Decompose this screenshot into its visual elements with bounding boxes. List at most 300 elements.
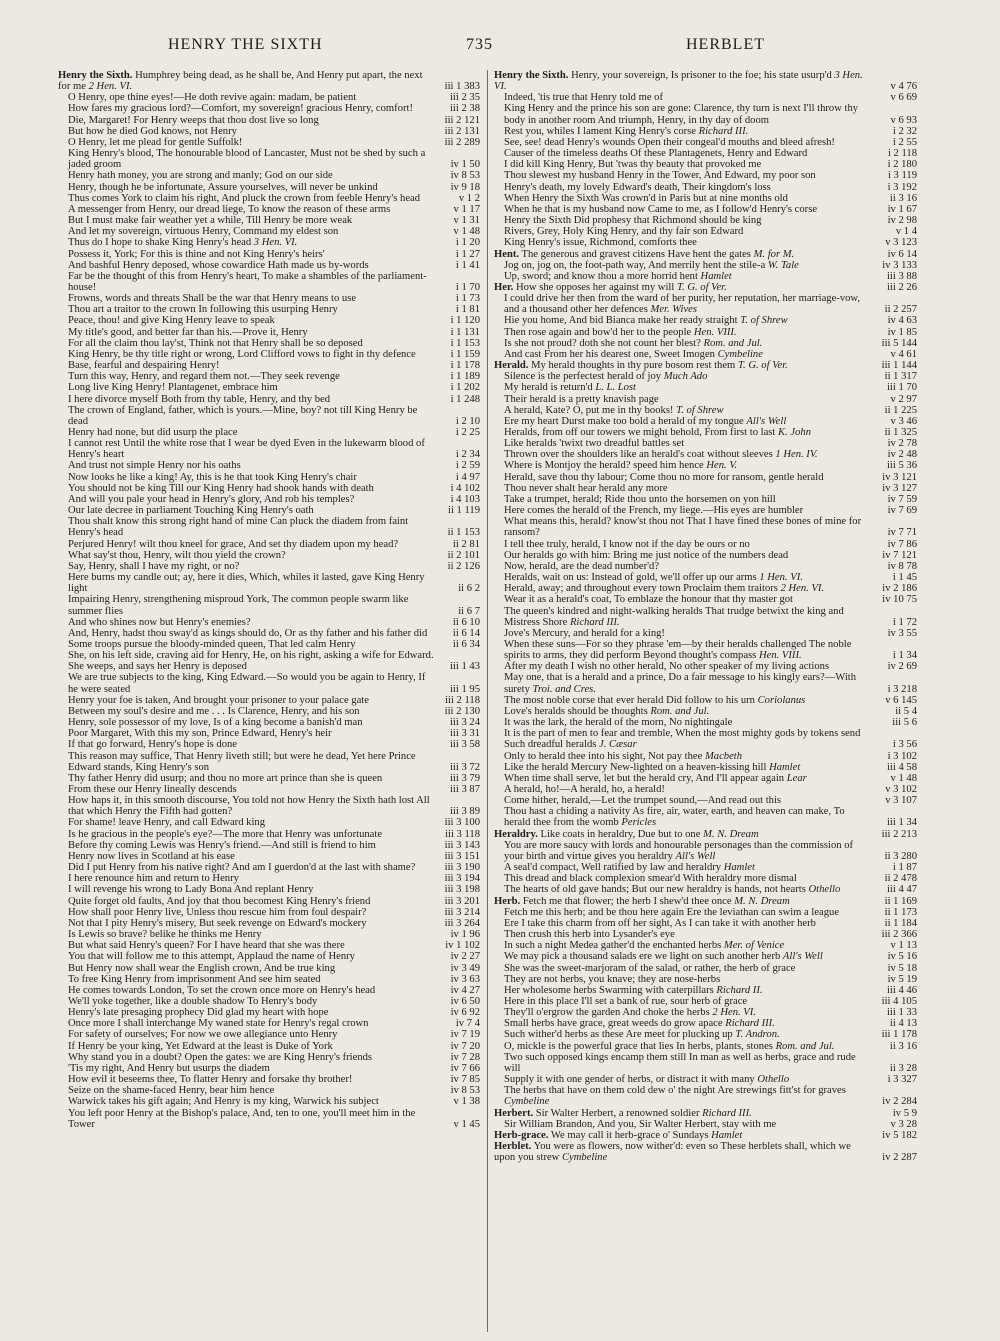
quotation-text: When time shall serve, let but the herald cry, And I'll appear again (504, 772, 785, 784)
concordance-entry (494, 784, 917, 795)
play-abbreviation: Hamlet (723, 862, 755, 874)
act-scene-line-reference: iii 3 118 (445, 828, 480, 840)
concordance-entry (58, 327, 480, 338)
act-scene-line-reference: iii 4 105 (881, 995, 917, 1007)
quotation-text: Henry, sole possessor of my love, Is of a king become a banish'd man (68, 717, 363, 729)
concordance-entry (58, 249, 480, 260)
quotation-text: Small herbs have grace, great weeds do grow apace (504, 1018, 723, 1030)
act-scene-line-reference: ii 1 119 (448, 505, 480, 517)
quotation-text: Thou slewest my husband Henry in the Tower, And Edward, my poor son (504, 170, 816, 182)
quotation-text: Henry your foe is taken, And brought your prisoner to your palace gate (68, 694, 369, 706)
act-scene-line-reference: iii 3 198 (444, 884, 480, 896)
quotation-text: Two such opposed kings encamp them still In man as well as herbs, grace and rude will (504, 1051, 856, 1074)
concordance-entry (494, 773, 917, 784)
act-scene-line-reference: iv 5 18 (887, 962, 917, 974)
concordance-entry (58, 896, 480, 907)
quotation-text: And bashful Henry deposed, whose cowardice Hath made us by-words (68, 259, 369, 271)
play-abbreviation: Cymbeline (717, 348, 763, 360)
concordance-entry (58, 706, 480, 717)
act-scene-line-reference: ii 2 101 (447, 549, 480, 561)
quotation-text: Not that I pity Henry's misery, But seek revenge on Edward's mockery (68, 917, 367, 929)
quotation-text: Come hither, herald,—Let the trumpet sound,—And read out this (504, 795, 782, 807)
concordance-entry (58, 728, 480, 739)
act-scene-line-reference: i 1 248 (450, 393, 480, 405)
concordance-entry (58, 639, 480, 650)
quotation-text: How she opposes her against my will (515, 281, 675, 293)
act-scene-line-reference: i 1 41 (455, 259, 480, 271)
quotation-text: Possess it, York; For this is thine and not King Henry's heirs' (68, 248, 325, 260)
concordance-entry (494, 717, 917, 728)
act-scene-line-reference: iv 1 50 (450, 159, 480, 171)
concordance-entry (58, 773, 480, 784)
act-scene-line-reference: iv 7 69 (887, 505, 917, 517)
act-scene-line-reference: iv 7 66 (450, 1062, 480, 1074)
headword: Henry the Sixth. (58, 70, 133, 81)
concordance-entry (58, 315, 480, 326)
act-scene-line-reference: i 1 153 (450, 337, 480, 349)
concordance-entry (494, 561, 917, 572)
concordance-entry (494, 672, 917, 694)
quotation-text: 'Tis my right, And Henry but usurps the diadem (68, 1062, 270, 1074)
play-abbreviation: Much Ado (663, 371, 708, 383)
headword: Hent. (494, 248, 520, 260)
act-scene-line-reference: iv 3 133 (882, 259, 917, 271)
headword: Heraldry. (494, 828, 538, 840)
play-abbreviation: T. of Shrew (740, 315, 788, 327)
quotation-text: Turn this way, Henry, and regard them not.—They seek revenge (68, 371, 340, 383)
concordance-entry (58, 561, 480, 572)
quotation-text: But what said Henry's queen? For I have heard that she was there (68, 940, 345, 952)
concordance-entry (58, 695, 480, 706)
concordance-entry (494, 884, 917, 895)
concordance-entry (494, 271, 917, 282)
quotation-text: Here comes the herald of the French, my liege.—His eyes are humbler (504, 505, 804, 517)
act-scene-line-reference: iv 3 63 (450, 973, 480, 985)
quotation-text: What say'st thou, Henry, wilt thou yield the crown? (68, 549, 286, 561)
quotation-text: See, see! dead Henry's wounds Open their congeal'd mouths and bleed afresh! (504, 136, 835, 148)
act-scene-line-reference: i 1 70 (455, 281, 480, 293)
play-abbreviation: 3 Hen. VI. (253, 237, 298, 249)
act-scene-line-reference: i 2 118 (887, 148, 917, 160)
concordance-entry (58, 550, 480, 561)
quotation-text: The queen's kindred and night-walking heralds That trudge betwixt the king and Mistress Shore (504, 605, 844, 628)
quotation-text: Love's heralds should be thoughts (504, 705, 648, 717)
act-scene-line-reference: iii 3 264 (444, 917, 480, 929)
play-abbreviation: 1 Hen. VI. (759, 572, 803, 584)
act-scene-line-reference: iii 1 70 (886, 382, 917, 394)
concordance-entry (494, 606, 917, 628)
act-scene-line-reference: iv 7 86 (887, 538, 917, 550)
concordance-entry (494, 1018, 917, 1029)
act-scene-line-reference: iv 5 16 (887, 951, 917, 963)
concordance-entry (494, 92, 917, 103)
quotation-text: A messenger from Henry, our dread liege, To know the reason of these arms (68, 203, 391, 215)
play-abbreviation: Coriolanus (757, 694, 806, 706)
act-scene-line-reference: iii 4 47 (886, 884, 917, 896)
act-scene-line-reference: iii 1 178 (881, 1029, 917, 1041)
concordance-entry (494, 594, 917, 605)
act-scene-line-reference: iv 2 27 (450, 951, 480, 963)
act-scene-line-reference: iii 3 201 (444, 895, 480, 907)
act-scene-line-reference: iii 2 118 (445, 694, 480, 706)
concordance-entry (494, 237, 917, 248)
concordance-entry (494, 907, 917, 918)
concordance-entry (494, 472, 917, 483)
play-abbreviation: Rom. and Jul. (775, 1040, 835, 1052)
quotation-text: Rest you, whiles I lament King Henry's corse (504, 125, 696, 137)
quotation-text: I will revenge his wrong to Lady Bona And replant Henry (68, 884, 314, 896)
act-scene-line-reference: ii 6 14 (452, 627, 480, 639)
concordance-entry (494, 315, 917, 326)
quotation-text: We may pick a thousand salads ere we light on such another herb (504, 951, 781, 963)
act-scene-line-reference: i 2 59 (455, 460, 480, 472)
headword-entry (494, 360, 917, 371)
concordance-entry (494, 137, 917, 148)
concordance-entry (58, 92, 480, 103)
play-abbreviation: M. N. Dream (734, 895, 790, 907)
quotation-text: A seal'd compact, Well ratified by law and heraldry (504, 862, 722, 874)
concordance-entry (58, 628, 480, 639)
quotation-text: For all the claim thou lay'st, Think not that Henry shall be so deposed (68, 337, 363, 349)
quotation-text: Once more I shall interchange My waned state for Henry's regal crown (68, 1018, 369, 1030)
quotation-text: Now, herald, are the dead number'd? (504, 560, 660, 572)
concordance-entry (494, 840, 917, 862)
concordance-entry (58, 940, 480, 951)
concordance-entry (494, 405, 917, 416)
play-abbreviation: M. N. Dream (703, 828, 759, 840)
concordance-entry (58, 103, 480, 114)
quotation-text: My title's good, and better far than his.—Prove it, Henry (68, 326, 308, 338)
act-scene-line-reference: iv 2 186 (882, 583, 917, 595)
act-scene-line-reference: ii 3 28 (889, 1062, 917, 1074)
quotation-text: O Henry, let me plead for gentle Suffolk! (68, 136, 243, 148)
act-scene-line-reference: v 3 102 (885, 784, 917, 795)
quotation-text: O Henry, ope thine eyes!—He doth revive again: madam, be patient (68, 92, 357, 104)
quotation-text: Thus do I hope to shake King Henry's head (68, 237, 252, 249)
concordance-entry (58, 907, 480, 918)
concordance-entry (494, 193, 917, 204)
quotation-text: Why stand you in a doubt? Open the gates: we are King Henry's friends (68, 1051, 373, 1063)
concordance-entry (494, 126, 917, 137)
quotation-text: Long live King Henry! Plantagenet, embrace him (68, 382, 278, 394)
act-scene-line-reference: v 3 107 (885, 795, 917, 807)
act-scene-line-reference: iv 7 59 (887, 493, 917, 505)
concordance-entry (58, 650, 480, 672)
act-scene-line-reference: v 1 31 (453, 215, 480, 227)
play-abbreviation: Richard II. (716, 984, 763, 996)
quotation-text: My herald is return'd (504, 382, 593, 394)
quotation-text: I cannot rest Until the white rose that I wear be dyed Even in the lukewarm blood of Henry's heart (68, 438, 425, 461)
act-scene-line-reference: iii 1 33 (886, 1007, 917, 1019)
quotation-text: Hie you home, And bid Bianca make her ready straight (504, 315, 738, 327)
act-scene-line-reference: iii 2 26 (886, 281, 917, 293)
quotation-text: For shame! leave Henry, and call Edward king (68, 817, 265, 829)
concordance-entry (494, 159, 917, 170)
column-divider (487, 70, 488, 1332)
concordance-entry (58, 349, 480, 360)
concordance-entry (58, 929, 480, 940)
act-scene-line-reference: iii 5 36 (886, 460, 917, 472)
quotation-text: How evil it beseems thee, To flatter Henry and forsake thy brother! (68, 1074, 353, 1086)
act-scene-line-reference: iii 3 31 (449, 728, 480, 740)
headword: Herb-grace. (494, 1129, 549, 1141)
quotation-text: But I must make fair weather yet a while, Till Henry be more weak (68, 215, 353, 227)
quotation-text: Quite forget old faults, And joy that thou becomest King Henry's friend (68, 895, 371, 907)
quotation-text: Is he gracious in the people's eye?—The more that Henry was unfortunate (68, 828, 383, 840)
concordance-entry (58, 672, 480, 694)
quotation-text: Impairing Henry, strengthening misproud York, The common people swarm like summer flies (68, 594, 409, 617)
concordance-entry (58, 840, 480, 851)
concordance-entry (494, 505, 917, 516)
concordance-entry (58, 1108, 480, 1130)
concordance-entry (494, 628, 917, 639)
play-abbreviation: W. Tale (767, 259, 799, 271)
headword-entry (494, 896, 917, 907)
quotation-text: I tell thee truly, herald, I know not if the day be ours or no (504, 538, 750, 550)
play-abbreviation: Mer. of Venice (723, 940, 785, 952)
act-scene-line-reference: i 1 34 (892, 650, 917, 662)
act-scene-line-reference: iv 8 53 (450, 170, 480, 182)
quotation-text: A herald, ho!—A herald, ho, a herald! (504, 784, 665, 795)
play-abbreviation: J. Cæsar (599, 739, 637, 751)
quotation-text: If Henry be your king, Yet Edward at the least is Duke of York (68, 1040, 333, 1052)
headword: Herald. (494, 360, 529, 372)
act-scene-line-reference: i 4 102 (450, 482, 480, 494)
concordance-entry (494, 974, 917, 985)
concordance-entry (494, 873, 917, 884)
headword-entry (494, 1130, 917, 1141)
act-scene-line-reference: iii 2 38 (449, 103, 480, 115)
act-scene-line-reference: iii 1 95 (449, 683, 480, 695)
act-scene-line-reference: i 4 103 (450, 493, 480, 505)
concordance-entry (58, 260, 480, 271)
concordance-entry (494, 940, 917, 951)
act-scene-line-reference: iii 3 58 (449, 739, 480, 751)
act-scene-line-reference: i 1 73 (455, 293, 480, 305)
play-abbreviation: T. Andron. (735, 1029, 780, 1041)
concordance-entry (494, 806, 917, 828)
quotation-text: We may call it herb-grace o' Sundays (550, 1129, 709, 1141)
quotation-text: Indeed, 'tis true that Henry told me of (504, 92, 664, 104)
quotation-text: Peace, thou! and give King Henry leave to speak (68, 315, 275, 327)
concordance-entry (58, 394, 480, 405)
act-scene-line-reference: iii 5 6 (892, 717, 917, 729)
quotation-text: King Henry's blood, The honourable blood of Lancaster, Must not be shed by such a jaded groom (68, 148, 426, 171)
concordance-entry (58, 996, 480, 1007)
concordance-entry (494, 572, 917, 583)
quotation-text: Say, Henry, shall I have my right, or no? (68, 560, 240, 572)
quotation-text: Henry's death, my lovely Edward's death, Their kingdom's loss (504, 181, 771, 193)
act-scene-line-reference: iv 5 19 (887, 973, 917, 985)
concordance-entry (58, 951, 480, 962)
quotation-text: You left poor Henry at the Bishop's palace, And, ten to one, you'll meet him in the Tower (68, 1107, 416, 1130)
play-abbreviation: Rom. and Jul. (650, 705, 710, 717)
concordance-entry (58, 884, 480, 895)
act-scene-line-reference: ii 6 34 (452, 638, 480, 650)
quotation-text: Jove's Mercury, and herald for a king! (504, 627, 665, 639)
concordance-entry (58, 739, 480, 750)
concordance-entry (494, 985, 917, 996)
play-abbreviation: All's Well (675, 850, 716, 862)
concordance-entry (494, 170, 917, 181)
concordance-entry (58, 115, 480, 126)
quotation-text: Like coats in heraldry, Due but to one (540, 828, 701, 840)
concordance-entry (494, 460, 917, 471)
act-scene-line-reference: iv 1 102 (445, 940, 480, 952)
quotation-text: Wear it as a herald's coat, To emblaze the honour that thy master got (504, 594, 793, 606)
act-scene-line-reference: iii 3 100 (444, 817, 480, 829)
quotation-text: She, on his left side, craving aid for Henry, He, on his right, asking a wife for Edward. She weeps, and says her Henry is deposed (68, 650, 434, 673)
headword: Herblet. (494, 1141, 532, 1152)
concordance-entry (58, 405, 480, 427)
quotation-text: Our late decree in parliament Touching King Henry's oath (68, 505, 314, 517)
act-scene-line-reference: i 1 45 (892, 572, 917, 584)
act-scene-line-reference: ii 3 16 (889, 192, 917, 204)
quotation-text: I did kill King Henry, But 'twas thy beauty that provoked me (504, 159, 762, 171)
quotation-text: I here renounce him and return to Henry (68, 873, 239, 885)
act-scene-line-reference: iii 3 151 (444, 850, 480, 862)
act-scene-line-reference: iv 1 85 (887, 326, 917, 338)
quotation-text: Only to herald thee into his sight, Not pay thee (504, 750, 703, 762)
concordance-entry (494, 260, 917, 271)
play-abbreviation: T. G. of Ver. (737, 360, 788, 372)
quotation-text: Then rose again and bow'd her to the people (504, 326, 692, 338)
act-scene-line-reference: iv 7 20 (450, 1040, 480, 1052)
concordance-entry (494, 1041, 917, 1052)
act-scene-line-reference: v 6 145 (885, 694, 917, 706)
quotation-text: Ere I take this charm from off her sight, As I can take it with another herb (504, 917, 816, 929)
act-scene-line-reference: ii 1 184 (884, 917, 917, 929)
act-scene-line-reference: iii 3 88 (886, 270, 917, 282)
play-abbreviation: Othello (757, 1074, 790, 1086)
concordance-entry (494, 583, 917, 594)
play-abbreviation: K. John (778, 427, 811, 438)
quotation-text: King Henry, be thy title right or wrong, Lord Clifford vows to fight in thy defence (68, 348, 416, 360)
quotation-text: You are more saucy with lords and honourable personages than the commission of your birth and virtue gives you heraldry (504, 839, 854, 862)
quotation-text: Now looks he like a king! Ay, this is he that took King Henry's chair (68, 471, 357, 483)
act-scene-line-reference: v 3 46 (890, 415, 917, 427)
concordance-entry (58, 226, 480, 237)
concordance-entry (58, 193, 480, 204)
act-scene-line-reference: ii 6 7 (458, 605, 480, 617)
act-scene-line-reference: i 3 218 (887, 683, 917, 695)
concordance-entry (58, 427, 480, 438)
quotation-text: You were as flowers, now wither'd: even so These herblets shall, which we upon you strew (494, 1141, 851, 1164)
quotation-text: Rivers, Grey, Holy King Henry, and thy fair son Edward (504, 226, 744, 238)
concordance-entry (494, 371, 917, 382)
concordance-entry (494, 762, 917, 773)
concordance-entry (494, 1052, 917, 1074)
quotation-text: To free King Henry from imprisonment And see him seated (68, 973, 321, 985)
concordance-entry (494, 1007, 917, 1018)
act-scene-line-reference: iii 2 366 (881, 929, 917, 941)
play-abbreviation: Pericles (621, 817, 657, 829)
concordance-entry (58, 182, 480, 193)
play-abbreviation: Rom. and Jul. (703, 337, 763, 349)
quotation-text: We are true subjects to the king, King Edward.—So would you be again to Henry, If he were seated (68, 672, 426, 695)
quotation-text: Base, fearful and despairing Henry! (68, 360, 220, 372)
concordance-entry (494, 728, 917, 750)
act-scene-line-reference: v 6 69 (890, 92, 917, 104)
play-abbreviation: Hen. V. (706, 460, 738, 472)
quotation-text: You should not be king Till our King Henry had shook hands with death (68, 482, 374, 494)
quotation-text: And cast From her his dearest one, Sweet Imogen (504, 348, 715, 360)
quotation-text: Thrown over the shoulders like an herald's coat without sleeves (504, 449, 773, 461)
quotation-text: Henry hath money, you are strong and manly; God on our side (68, 170, 333, 182)
quotation-text: Fetch me that flower; the herb I shew'd thee once (522, 895, 732, 907)
act-scene-line-reference: iii 3 89 (449, 806, 480, 818)
act-scene-line-reference: ii 1 225 (884, 404, 917, 416)
act-scene-line-reference: iv 2 98 (887, 215, 917, 227)
act-scene-line-reference: ii 5 4 (895, 705, 917, 717)
act-scene-line-reference: i 1 202 (450, 382, 480, 394)
play-abbreviation: 2 Hen. VI. (88, 81, 133, 93)
concordance-entry (494, 349, 917, 360)
concordance-entry (58, 237, 480, 248)
act-scene-line-reference: iii 2 131 (444, 125, 480, 137)
concordance-entry (58, 438, 480, 460)
play-abbreviation: Richard III. (698, 125, 749, 137)
concordance-entry (58, 717, 480, 728)
concordance-entry (58, 751, 480, 773)
quotation-text: Herald, save thou thy labour; Come thou no more for ransom, gentle herald (504, 471, 824, 483)
act-scene-line-reference: i 3 102 (887, 750, 917, 762)
concordance-entry (494, 483, 917, 494)
quotation-text: Thou shalt know this strong right hand of mine Can pluck the diadem from faint Henry's head (68, 516, 409, 539)
quotation-text: And let my sovereign, virtuous Henry, Command my eldest son (68, 226, 339, 238)
quotation-text: Supply it with one gender of herbs, or distract it with many (504, 1074, 755, 1086)
headword-entry (494, 829, 917, 840)
concordance-entry (494, 494, 917, 505)
quotation-text: A herald, Kate? O, put me in thy books! (504, 404, 674, 416)
quotation-text: He comes towards London, To set the crown once more on Henry's head (68, 984, 376, 996)
quotation-text: May one, that is a herald and a prince, Do a fair message to his kingly ears?—With surety (504, 672, 856, 695)
act-scene-line-reference: v 1 48 (453, 226, 480, 238)
act-scene-line-reference: iii 4 58 (886, 761, 917, 773)
quotation-text: Is Lewis so brave? belike he thinks me Henry (68, 929, 262, 941)
act-scene-line-reference: ii 2 257 (884, 304, 917, 316)
concordance-entry (58, 472, 480, 483)
act-scene-line-reference: v 1 17 (453, 203, 480, 215)
play-abbreviation: Cymbeline (504, 1096, 550, 1108)
act-scene-line-reference: i 1 159 (450, 348, 480, 360)
concordance-entry (58, 1063, 480, 1074)
act-scene-line-reference: iii 1 383 (444, 81, 480, 93)
act-scene-line-reference: iii 3 214 (444, 906, 480, 918)
quotation-text: It was the lark, the herald of the morn, No nightingale (504, 717, 733, 729)
quotation-text: Here burns my candle out; ay, here it dies, Which, whiles it lasted, gave King Henry light (68, 572, 425, 595)
act-scene-line-reference: iii 4 46 (886, 984, 917, 996)
quotation-text: Then crush this herb into Lysander's eye (504, 929, 675, 941)
act-scene-line-reference: i 1 178 (450, 360, 480, 372)
concordance-entry (494, 929, 917, 940)
concordance-entry (494, 338, 917, 349)
quotation-text: Jog on, jog on, the foot-path way, And merrily hent the stile-a (504, 259, 766, 271)
act-scene-line-reference: iv 2 78 (887, 438, 917, 450)
quotation-text: Warwick takes his gift again; And Henry is my king, Warwick his subject (68, 1096, 379, 1108)
act-scene-line-reference: iv 2 48 (887, 449, 917, 461)
quotation-text: Before thy coming Lewis was Henry's friend.—And still is friend to him (68, 839, 376, 851)
act-scene-line-reference: iii 1 34 (886, 817, 917, 829)
act-scene-line-reference: iv 7 4 (455, 1018, 480, 1030)
concordance-entry (494, 1119, 917, 1130)
act-scene-line-reference: i 1 72 (892, 616, 917, 628)
quotation-text: Humphrey being dead, as he shall be, And Henry put apart, the next for me (58, 70, 423, 93)
quotation-text: Henry had none, but did usurp the place (68, 427, 238, 438)
act-scene-line-reference: iv 6 50 (450, 995, 480, 1007)
concordance-entry (58, 148, 480, 170)
concordance-entry (494, 394, 917, 405)
